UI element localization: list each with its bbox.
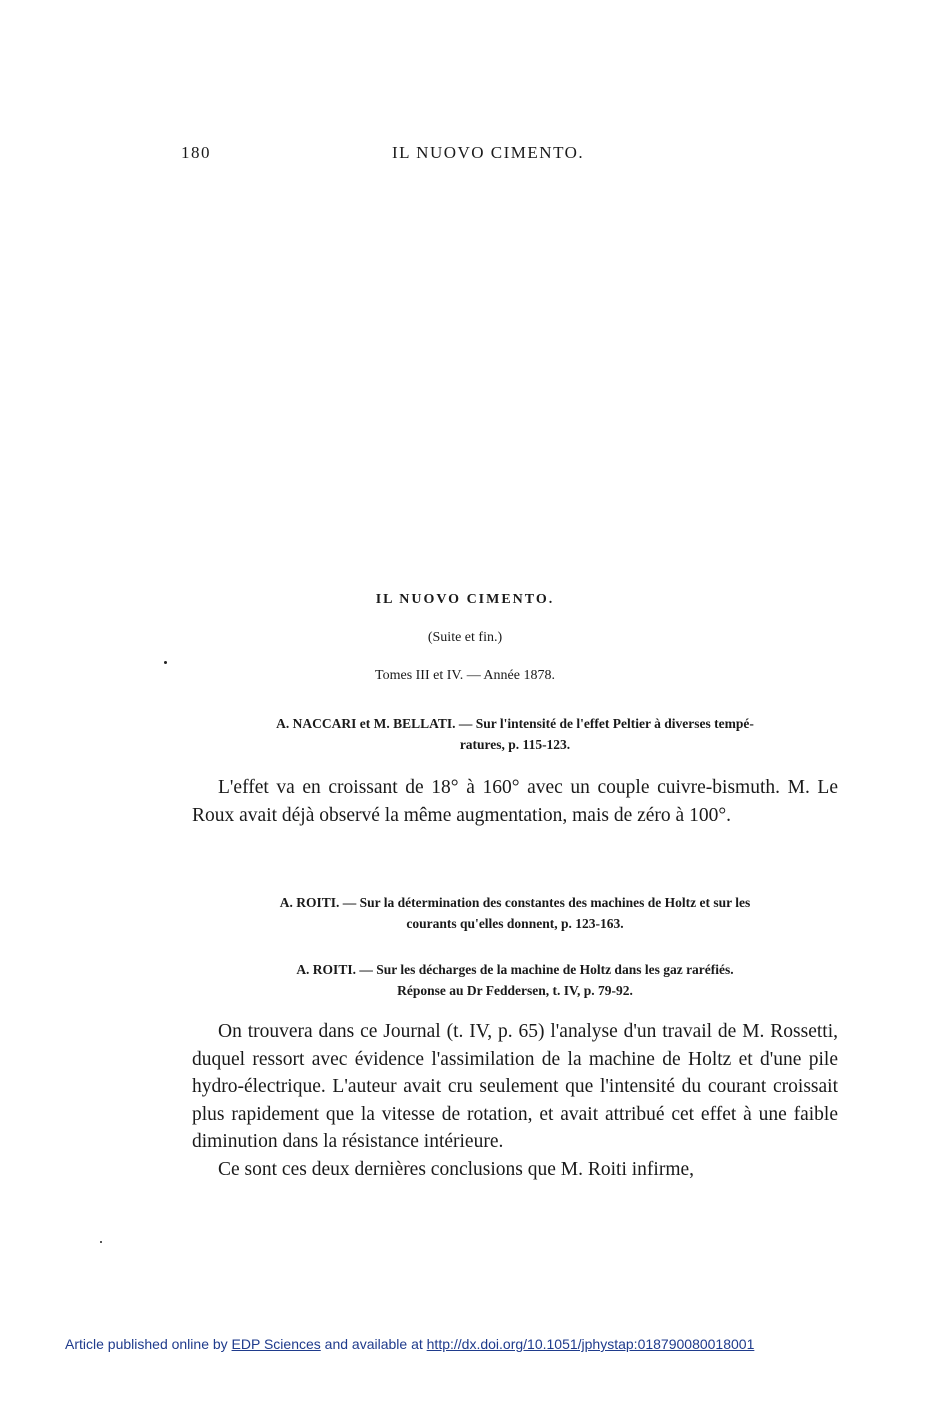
paragraph-text: On trouvera dans ce Journal (t. IV, p. 65) l'analyse d'un travail de M. Rossetti, duquel ressort avec évidence l'assimilation de la machine de Holtz et d'une pile hydro-électrique. L'auteur avait cru seulement que l'intensité du courant croissait plus rapidement que la vitesse de rotation, et avait attribué cet effet à une faible diminution dans la résistance intérieure.: [192, 1021, 838, 1152]
reference-line: ratures, p. 115-123.: [459, 737, 571, 752]
reference-roiti-decharges: [190, 959, 840, 1001]
section-subtitle: (Suite et fin.): [427, 630, 503, 645]
doi-link[interactable]: http://dx.doi.org/10.1051/jphystap:018790080018001: [426, 1336, 755, 1352]
edp-sciences-link[interactable]: EDP Sciences: [231, 1336, 321, 1352]
scan-speck: [100, 1241, 102, 1243]
reference-line: A. ROITI. — Sur les décharges de la machine de Holtz dans les gaz raréfiés.: [296, 962, 734, 977]
footer-prefix: Article published online by: [65, 1336, 228, 1352]
footer-middle: and available at: [324, 1336, 423, 1352]
section-title: IL NUOVO CIMENTO.: [375, 592, 555, 607]
reference-line: courants qu'elles donnent, p. 123-163.: [406, 916, 624, 931]
running-title: IL NUOVO CIMENTO.: [392, 143, 585, 162]
paragraph-text: Ce sont ces deux dernières conclusions que M. Roiti infirme,: [218, 1158, 695, 1180]
paragraph-text: L'effet va en croissant de 18° à 160° avec un couple cuivre-bismuth. M. Le Roux avait déjà observé la même augmentation, mais de zéro à 100°.: [192, 777, 838, 826]
reference-line: A. ROITI. — Sur la détermination des constantes des machines de Holtz et sur les: [279, 895, 751, 910]
paragraph-peltier: [192, 774, 838, 829]
page-number: 180: [181, 143, 211, 162]
reference-naccari-bellati: [190, 713, 840, 755]
scan-speck: [164, 661, 167, 664]
publication-footer: [65, 1336, 754, 1352]
reference-roiti-constantes: [190, 892, 840, 934]
reference-line: Réponse au Dr Feddersen, t. IV, p. 79-92.: [397, 983, 633, 998]
reference-line: A. NACCARI et M. BELLATI. — Sur l'intensité de l'effet Peltier à diverses tempé-: [276, 716, 754, 731]
paragraph-rossetti: [192, 1018, 838, 1183]
section-volume-line: Tomes III et IV. — Année 1878.: [375, 668, 555, 683]
